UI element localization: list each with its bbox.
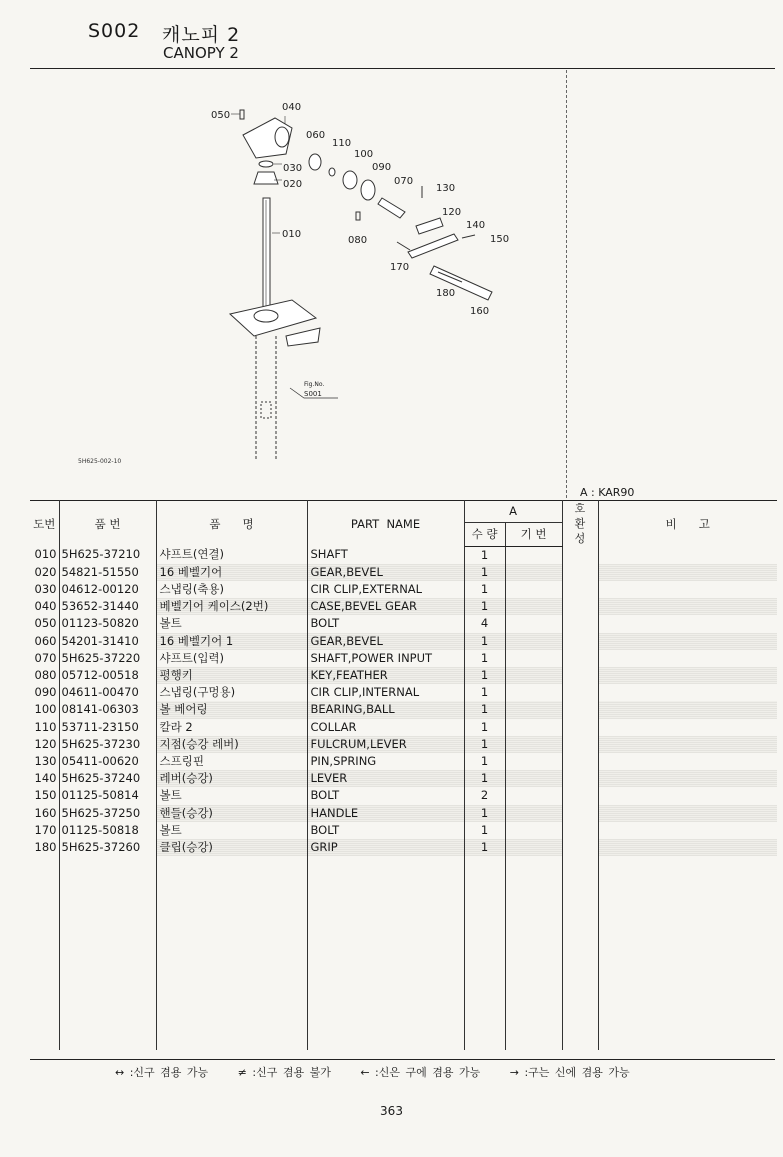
legend-item: ≠ :신구 겸용 불가 [237, 1066, 331, 1079]
row-part-no: 5H625-37220 [59, 650, 156, 667]
col-header-interchange: 호 환 성 [562, 501, 598, 547]
row-remarks [598, 805, 777, 822]
row-base [505, 719, 562, 736]
row-name-en: BOLT [307, 822, 464, 839]
row-name-kr: 샤프트(연결) [156, 546, 307, 564]
row-no: 110 [30, 719, 59, 736]
row-qty: 1 [464, 633, 505, 650]
row-no: 060 [30, 633, 59, 650]
row-part-no: 04611-00470 [59, 684, 156, 701]
table-row [30, 787, 777, 804]
row-interchange [562, 598, 598, 615]
row-interchange [562, 770, 598, 787]
model-note: A : KAR90 [580, 486, 635, 499]
row-base [505, 546, 562, 564]
table-row [30, 598, 777, 615]
table-filler [30, 856, 777, 1050]
row-no: 130 [30, 753, 59, 770]
callout-150: 150 [490, 234, 510, 245]
row-base [505, 753, 562, 770]
table-row [30, 667, 777, 684]
row-name-kr: 레버(승강) [156, 770, 307, 787]
row-qty: 4 [464, 615, 505, 632]
row-no: 020 [30, 564, 59, 581]
row-part-no: 53652-31440 [59, 598, 156, 615]
row-name-kr: 평행키 [156, 667, 307, 684]
row-qty: 1 [464, 564, 505, 581]
row-name-kr: 스냅링(축용) [156, 581, 307, 598]
table-row [30, 650, 777, 667]
row-base [505, 701, 562, 718]
row-remarks [598, 753, 777, 770]
row-base [505, 839, 562, 856]
row-base [505, 615, 562, 632]
row-interchange [562, 633, 598, 650]
col-header-group-a: A [464, 501, 562, 523]
row-name-kr: 지점(승강 레버) [156, 736, 307, 753]
row-base [505, 736, 562, 753]
row-name-en: GEAR,BEVEL [307, 633, 464, 650]
table-row [30, 736, 777, 753]
row-name-kr: 스프링핀 [156, 753, 307, 770]
row-name-en: LEVER [307, 770, 464, 787]
row-name-en: CASE,BEVEL GEAR [307, 598, 464, 615]
row-qty: 1 [464, 650, 505, 667]
row-part-no: 54201-31410 [59, 633, 156, 650]
row-interchange [562, 753, 598, 770]
row-name-en: BOLT [307, 787, 464, 804]
row-base [505, 684, 562, 701]
row-remarks [598, 822, 777, 839]
row-no: 030 [30, 581, 59, 598]
row-base [505, 633, 562, 650]
row-part-no: 01125-50818 [59, 822, 156, 839]
row-interchange [562, 650, 598, 667]
row-name-kr: 핸들(승강) [156, 805, 307, 822]
row-name-en: SHAFT,POWER INPUT [307, 650, 464, 667]
row-no: 010 [30, 546, 59, 564]
callout-050: 050 [211, 110, 231, 121]
legend-item: ↔ :신구 겸용 가능 [115, 1066, 209, 1079]
row-interchange [562, 684, 598, 701]
row-base [505, 581, 562, 598]
row-qty: 1 [464, 581, 505, 598]
row-interchange [562, 805, 598, 822]
row-interchange [562, 822, 598, 839]
row-part-no: 01125-50814 [59, 787, 156, 804]
row-interchange [562, 701, 598, 718]
row-base [505, 770, 562, 787]
page-number: 363 [380, 1104, 403, 1118]
row-qty: 1 [464, 770, 505, 787]
row-part-no: 05411-00620 [59, 753, 156, 770]
row-qty: 1 [464, 701, 505, 718]
col-header-name-kr: 품 명 [156, 501, 307, 547]
row-name-kr: 16 베벨기어 [156, 564, 307, 581]
row-interchange [562, 546, 598, 564]
row-base [505, 650, 562, 667]
table-row [30, 719, 777, 736]
row-name-en: BEARING,BALL [307, 701, 464, 718]
row-no: 170 [30, 822, 59, 839]
row-name-en: KEY,FEATHER [307, 667, 464, 684]
row-interchange [562, 667, 598, 684]
row-no: 160 [30, 805, 59, 822]
row-qty: 1 [464, 684, 505, 701]
row-name-en: HANDLE [307, 805, 464, 822]
row-remarks [598, 839, 777, 856]
row-interchange [562, 615, 598, 632]
row-base [505, 787, 562, 804]
row-part-no: 5H625-37210 [59, 546, 156, 564]
row-name-en: COLLAR [307, 719, 464, 736]
row-name-kr: 스냅링(구멍용) [156, 684, 307, 701]
interchange-legend [115, 1064, 654, 1080]
row-no: 090 [30, 684, 59, 701]
table-row [30, 839, 777, 856]
callout-030: 030 [283, 163, 303, 174]
callout-180: 180 [436, 288, 456, 299]
row-no: 120 [30, 736, 59, 753]
row-qty: 1 [464, 667, 505, 684]
row-name-kr: 볼트 [156, 787, 307, 804]
col-header-part-no: 품 번 [59, 501, 156, 547]
callout-010: 010 [282, 229, 302, 240]
row-name-kr: 베벨기어 케이스(2번) [156, 598, 307, 615]
row-part-no: 04612-00120 [59, 581, 156, 598]
table-row [30, 581, 777, 598]
callout-070: 070 [394, 176, 414, 187]
header-title-kr: 캐노피 2 [162, 24, 241, 46]
callout-100: 100 [354, 149, 374, 160]
row-base [505, 822, 562, 839]
row-no: 100 [30, 701, 59, 718]
row-name-kr: 16 베벨기어 1 [156, 633, 307, 650]
row-remarks [598, 650, 777, 667]
row-name-en: BOLT [307, 615, 464, 632]
row-name-en: FULCRUM,LEVER [307, 736, 464, 753]
row-interchange [562, 736, 598, 753]
callout-060: 060 [306, 130, 326, 141]
row-remarks [598, 701, 777, 718]
col-header-qty: 수 량 [464, 522, 505, 546]
row-remarks [598, 667, 777, 684]
row-name-kr: 칼라 2 [156, 719, 307, 736]
drawing-code: 5H625-002-10 [78, 458, 122, 465]
legend-item: → :구는 신에 겸용 가능 [509, 1066, 630, 1079]
row-interchange [562, 787, 598, 804]
callout-020: 020 [283, 179, 303, 190]
callout-110: 110 [332, 138, 352, 149]
diagram-divider [566, 70, 567, 498]
row-part-no: 08141-06303 [59, 701, 156, 718]
row-no: 140 [30, 770, 59, 787]
row-qty: 1 [464, 719, 505, 736]
table-row [30, 684, 777, 701]
row-name-en: SHAFT [307, 546, 464, 564]
header-title-en: CANOPY 2 [163, 44, 239, 62]
col-header-base: 기 번 [505, 522, 562, 546]
table-row [30, 546, 777, 564]
table-row [30, 822, 777, 839]
callout-120: 120 [442, 207, 462, 218]
row-remarks [598, 581, 777, 598]
table-row [30, 770, 777, 787]
row-qty: 2 [464, 787, 505, 804]
callout-130: 130 [436, 183, 456, 194]
row-name-en: PIN,SPRING [307, 753, 464, 770]
row-remarks [598, 633, 777, 650]
row-remarks [598, 736, 777, 753]
row-qty: 1 [464, 822, 505, 839]
col-header-no: 도번 [30, 501, 59, 547]
row-no: 040 [30, 598, 59, 615]
row-part-no: 5H625-37230 [59, 736, 156, 753]
row-no: 150 [30, 787, 59, 804]
row-qty: 1 [464, 805, 505, 822]
row-remarks [598, 546, 777, 564]
row-part-no: 53711-23150 [59, 719, 156, 736]
callout-170: 170 [390, 262, 410, 273]
row-qty: 1 [464, 839, 505, 856]
row-base [505, 598, 562, 615]
row-qty: 1 [464, 736, 505, 753]
row-name-en: GRIP [307, 839, 464, 856]
row-base [505, 564, 562, 581]
table-row [30, 701, 777, 718]
row-name-kr: 볼트 [156, 615, 307, 632]
callout-160: 160 [470, 306, 490, 317]
fig-ref-label: Fig.No. [304, 381, 325, 388]
row-name-kr: 클립(승강) [156, 839, 307, 856]
row-interchange [562, 564, 598, 581]
row-remarks [598, 684, 777, 701]
row-part-no: 5H625-37260 [59, 839, 156, 856]
col-header-remarks: 비 고 [598, 501, 777, 547]
row-part-no: 5H625-37240 [59, 770, 156, 787]
row-no: 080 [30, 667, 59, 684]
table-row [30, 753, 777, 770]
row-part-no: 05712-00518 [59, 667, 156, 684]
header-code: S002 [88, 20, 141, 42]
row-part-no: 5H625-37250 [59, 805, 156, 822]
row-interchange [562, 719, 598, 736]
row-base [505, 667, 562, 684]
row-remarks [598, 598, 777, 615]
row-name-en: CIR CLIP,EXTERNAL [307, 581, 464, 598]
row-name-kr: 샤프트(입력) [156, 650, 307, 667]
table-row [30, 633, 777, 650]
table-row [30, 805, 777, 822]
fig-ref-value: S001 [304, 390, 322, 398]
row-name-en: GEAR,BEVEL [307, 564, 464, 581]
callout-040: 040 [282, 102, 302, 113]
row-base [505, 805, 562, 822]
table-row [30, 615, 777, 632]
row-qty: 1 [464, 598, 505, 615]
row-part-no: 01123-50820 [59, 615, 156, 632]
row-interchange [562, 839, 598, 856]
callout-140: 140 [466, 220, 486, 231]
bottom-rule [30, 1059, 775, 1060]
callout-080: 080 [348, 235, 368, 246]
row-interchange [562, 581, 598, 598]
row-name-en: CIR CLIP,INTERNAL [307, 684, 464, 701]
table-row [30, 564, 777, 581]
col-header-name-en: PART NAME [307, 501, 464, 547]
row-remarks [598, 787, 777, 804]
row-no: 050 [30, 615, 59, 632]
row-remarks [598, 564, 777, 581]
callout-090: 090 [372, 162, 392, 173]
row-name-kr: 볼트 [156, 822, 307, 839]
row-remarks [598, 719, 777, 736]
row-name-kr: 볼 베어링 [156, 701, 307, 718]
exploded-parts-diagram [60, 80, 560, 470]
row-qty: 1 [464, 546, 505, 564]
row-remarks [598, 770, 777, 787]
row-no: 180 [30, 839, 59, 856]
header-rule [30, 68, 775, 69]
row-part-no: 54821-51550 [59, 564, 156, 581]
legend-item: ← :신은 구에 겸용 가능 [360, 1066, 481, 1079]
row-qty: 1 [464, 753, 505, 770]
row-no: 070 [30, 650, 59, 667]
parts-table [30, 500, 777, 1050]
row-remarks [598, 615, 777, 632]
